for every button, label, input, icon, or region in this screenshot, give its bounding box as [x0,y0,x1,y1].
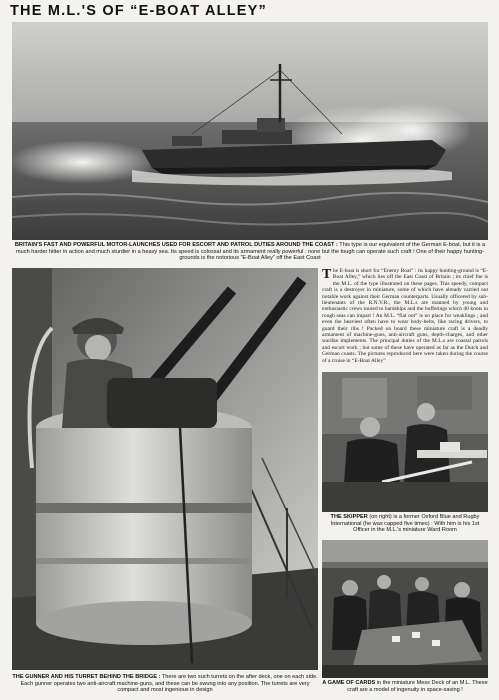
gunner-caption-heading: THE GUNNER AND HIS TURRET BEHIND THE BRIDGE : [12,674,161,680]
cards-caption-text: in the miniature Mess Deck of an M.L. These craft are a model of ingenuity in space-saving ! [347,680,488,693]
skipper-wardroom-photo [322,372,488,512]
skipper-caption-heading: THE SKIPPER [330,514,368,520]
skipper-caption [322,514,488,534]
skipper-caption-text: (on right) is a former Oxford Blue and Rugby International (he was capped five times) : With him is his 1st Officer in the M.L.'s miniature Ward Room [330,514,480,534]
top-caption-text: This type is our equivalent of the German E-boat, but it is a much harder hitter in action and much sturdier in a heavy sea. Its speed is colossal and its armament really powerful : none but the tough can operate such craft ! One of their happy hunting-grounds is the notorious “E-Boat Alley” off the East Coast [16,242,486,262]
article-text [322,268,488,370]
article-body: he E-boat is short for “Enemy Boat” : its happy hunting-ground is “E-Boat Alley,” which lies off the East Coast of Britain ; its chief foe is the M.L. of the type illustrated on these pages. This speedy, compact craft is a destroyer in miniature, some of which have already carried out notable work against their German counterparts. Usually officered by sub-lieutenants of the R.N.V.R., the M.L.s are manned by young and enthusiastic crews inured to hardships and the buffetings which 40 knots in rough seas can impart ! An M.L. “flat out” is no place for weaklings ; and even the heaviest often have to wear body-belts, like racing drivers, to guard their ribs ! Packed on board these miniature craft is a deadly armament of machine-guns, anti-aircraft guns, depth-charges, and other warlike implements. The principal duties of the M.L.s are coastal patrols and escort work ; but some of these have operated as far as the Dutch and German coasts. The pictures reproduced here were taken during the course of a cruise in “E-Boat Alley” [322,268,488,364]
gunner-turret-photo [12,268,318,670]
top-photo-caption [12,242,488,262]
page-title: THE M.L.'S OF “E-BOAT ALLEY” [10,3,267,19]
gunner-caption-text: There are two such turrets on the after deck, one on each side. Each gunner operates two anti-aircraft machine-guns, and these can be swung into any position. The turrets are very compact and most ingenious in design [20,674,318,694]
article-dropcap: T [322,268,332,282]
top-caption-heading: BRITAIN'S FAST AND POWERFUL MOTOR-LAUNCHES USED FOR ESCORT AND PATROL DUTIES AROUND THE COAST : [14,242,338,248]
card-game-photo [322,540,488,678]
cards-caption [322,680,488,693]
motor-launch-photo [12,22,488,240]
cards-caption-heading: A GAME OF CARDS [322,680,376,686]
gunner-caption [12,674,318,694]
